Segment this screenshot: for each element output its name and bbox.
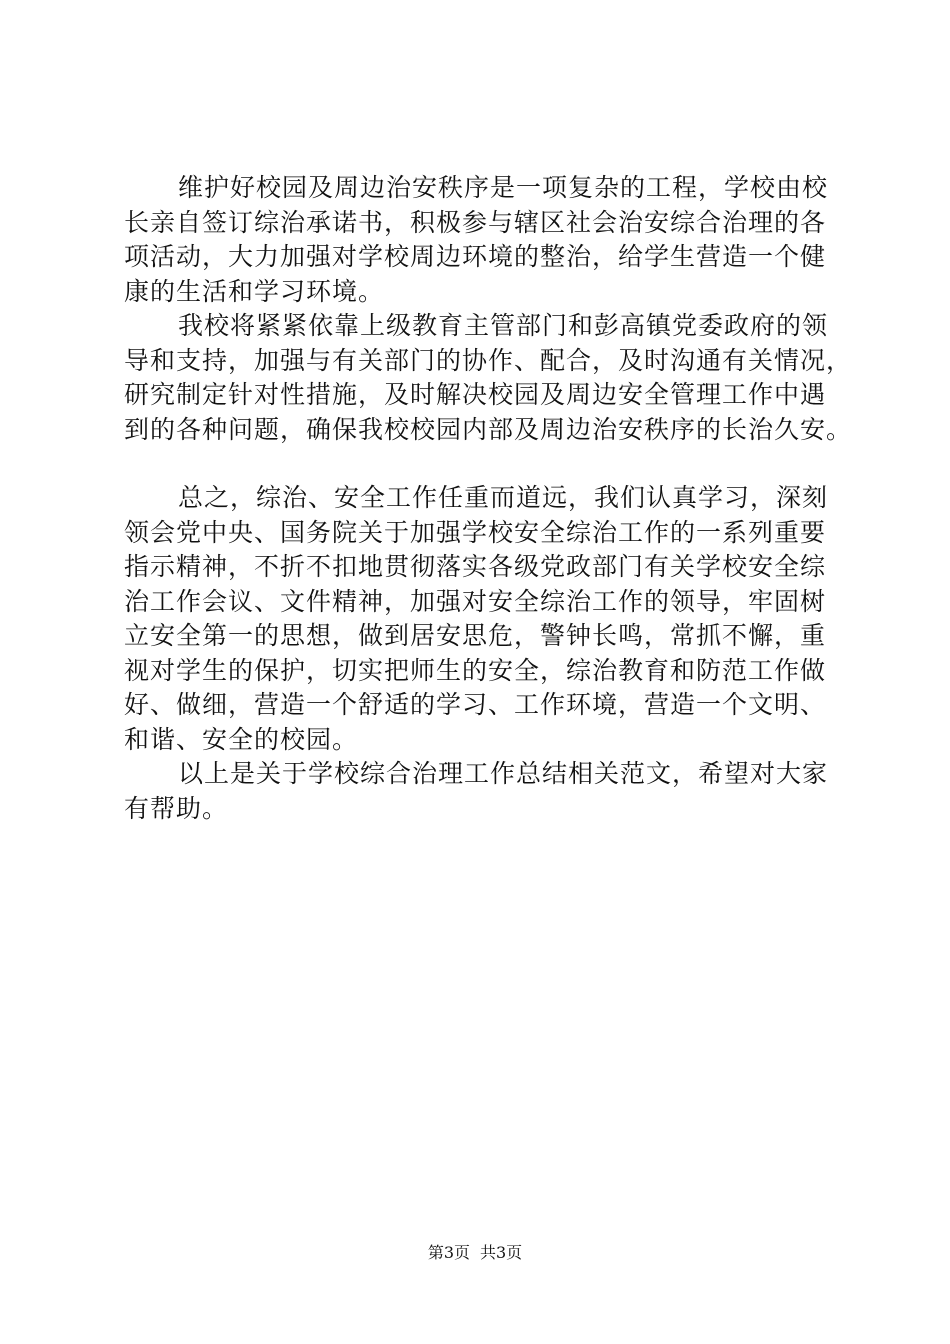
document-body — [124, 171, 853, 826]
paragraph-line: 到的各种问题，确保我校校园内部及周边治安秩序的长治久安。 — [124, 414, 853, 444]
paragraph-line: 有帮助。 — [124, 793, 229, 823]
paragraph-line: 康的生活和学习环境。 — [124, 276, 385, 306]
paragraph-line: 研究制定针对性措施，及时解决校园及周边安全管理工作中遇 — [124, 380, 827, 409]
paragraph-line: 总之，综治、安全工作任重而道远，我们认真学习，深刻 — [178, 483, 829, 512]
paragraph-3 — [124, 481, 836, 757]
page-footer — [0, 1241, 950, 1265]
paragraph-line: 和谐、安全的校园。 — [124, 724, 359, 754]
page-total: 共3页 — [480, 1243, 523, 1262]
paragraph-line: 指示精神，不折不扣地贯彻落实各级党政部门有关学校安全综 — [124, 552, 827, 581]
page-number: 第3页 — [427, 1243, 470, 1262]
paragraph-line: 视对学生的保护，切实把师生的安全，综治教育和防范工作做 — [124, 655, 827, 685]
paragraph-line: 维护好校园及周边治安秩序是一项复杂的工程，学校由校 — [178, 173, 829, 202]
paragraph-spacer — [124, 447, 836, 481]
paragraph-1 — [124, 171, 836, 309]
paragraph-line: 治工作会议、文件精神，加强对安全综治工作的领导，牢固树 — [124, 586, 827, 616]
paragraph-line: 好、做细，营造一个舒适的学习、工作环境，营造一个文明、 — [124, 690, 827, 719]
paragraph-line: 项活动，大力加强对学校周边环境的整治，给学生营造一个健 — [124, 242, 827, 271]
paragraph-line: 长亲自签订综治承诺书，积极参与辖区社会治安综合治理的各 — [124, 207, 827, 237]
paragraph-line: 我校将紧紧依靠上级教育主管部门和彭高镇党委政府的领 — [178, 311, 829, 340]
paragraph-2 — [124, 309, 853, 447]
paragraph-line: 导和支持，加强与有关部门的协作、配合，及时沟通有关情况， — [124, 345, 853, 375]
paragraph-line: 领会党中央、国务院关于加强学校安全综治工作的一系列重要 — [124, 517, 827, 547]
paragraph-line: 立安全第一的思想，做到居安思危，警钟长鸣，常抓不懈，重 — [124, 621, 827, 650]
paragraph-line: 以上是关于学校综合治理工作总结相关范文，希望对大家 — [178, 759, 829, 788]
paragraph-4 — [124, 757, 836, 826]
